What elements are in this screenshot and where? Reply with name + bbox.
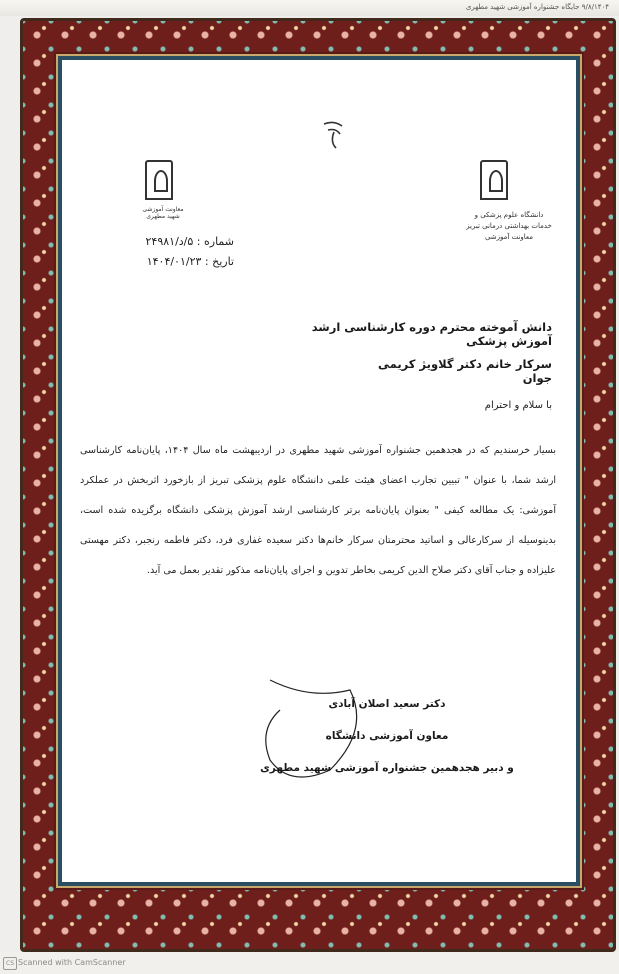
signer-title: معاون آموزشی دانشگاه [325, 730, 449, 742]
left-logo-caption: معاونت آموزشی شهید مطهری [142, 206, 184, 220]
letter-date: تاریخ : ۱۴۰۴/۰۱/۲۳ [146, 255, 234, 268]
ministry-logo-icon [480, 160, 508, 200]
top-strip-text: ۹/۸/۱۴۰۴ جایگاه جشنواره آموزشی شهید مطهری [465, 3, 609, 11]
addressee-name: سرکار خانم دکتر گلاویژ کریمی جوان [377, 357, 552, 385]
top-strip [0, 0, 619, 16]
scanner-footer [0, 952, 619, 974]
signer-name: دکتر سعید اصلان آبادی [328, 698, 446, 710]
university-header [464, 210, 554, 243]
bismillah-calligraphy-icon [320, 118, 348, 154]
university-name: دانشگاه علوم پزشکی و خدمات بهداشتی درمانی تبریز [466, 211, 552, 230]
letter-body: بسیار خرسندیم که در هجدهمین جشنواره آموزشی شهید مطهری در اردیبهشت ماه سال ۱۴۰۴، پایان‌نامه کارشناسی ارشد شما، با عنوان " تبیین تجارب اعضای هیئت علمی دانشگاه علوم پزشکی تبریز از بازخورد اثربخش در عملکرد آموزشی: یک مطالعه کیفی " بعنوان پایان‌نامه برتر کارشناسی ارشد آموزش پزشکی دانشگاه برگزیده شده است، بدینوسیله از سرکارعالی و اساتید محترمتان سرکار خانم‌ها دکتر سعیده غفاری فرد، دکتر فاطمه رنجبر، دکتر مهستی علیزاده و جناب آقای دکتر صلاح الدین کریمی بخاطر تدوین و اجرای پایان‌نامه مذکور تقدیر بعمل می آید. [80, 445, 556, 576]
signer-role: و دبیر هجدهمین جشنواره آموزشی شهید مطهری [260, 762, 514, 774]
signature-block [228, 688, 546, 784]
salutation: با سلام و احترام [484, 400, 552, 411]
addressee-title: دانش آموخته محترم دوره کارشناسی ارشد آموزش پزشکی [311, 320, 552, 348]
letter-number-date [124, 232, 234, 272]
letter-number: شماره : ۵/د/۲۴۹۸۱ [145, 235, 234, 248]
camscanner-icon: CS [3, 957, 17, 970]
scanner-text: Scanned with CamScanner [18, 958, 126, 967]
department-name: معاونت آموزشی [484, 233, 534, 241]
university-logo-icon [145, 160, 173, 200]
